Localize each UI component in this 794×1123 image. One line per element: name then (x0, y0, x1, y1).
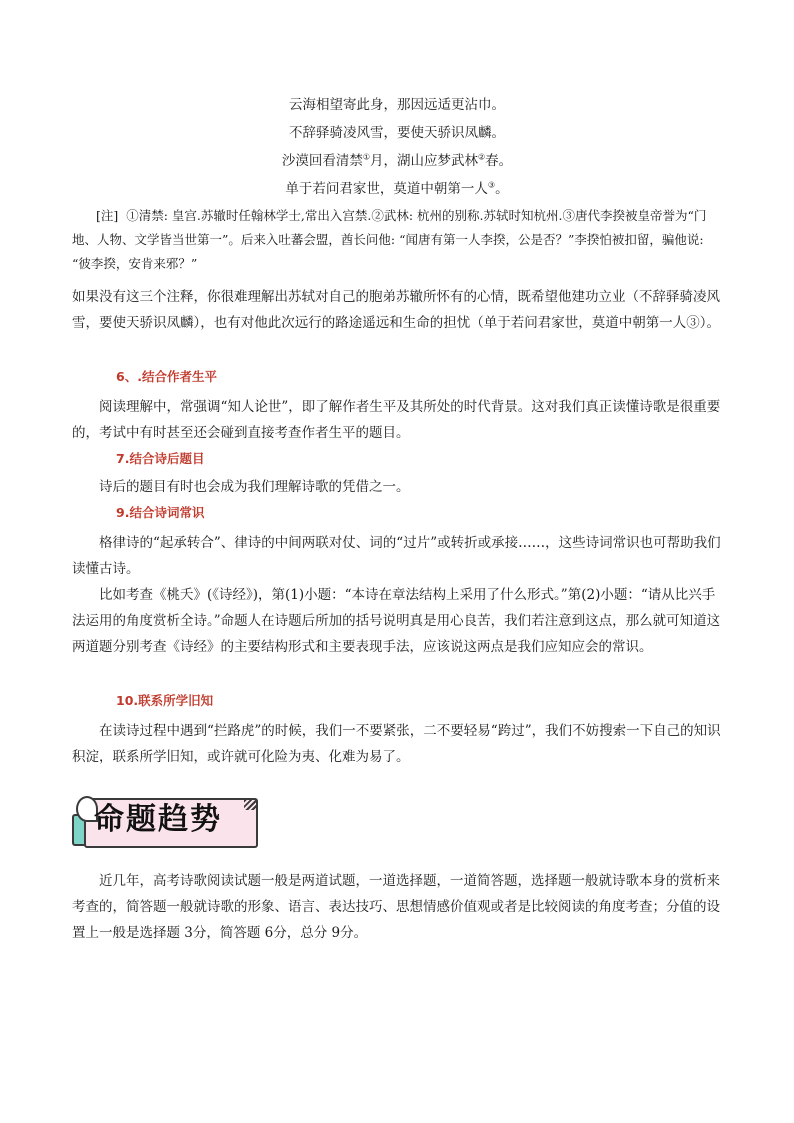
section-6-paragraph: 阅读理解中，常强调“知人论世”，即了解作者生平及其所处的时代背景。这对我们真正读懂诗歌是很重要的，考试中有时甚至还会碰到直接考查作者生平的题目。 (72, 399, 721, 441)
poem-notes (72, 204, 724, 276)
section-heading-10: 10.联系所学旧知 (116, 693, 214, 708)
note-text: ①清禁: 皇宫.苏辙时任翰林学士,常出入宫禁.②武林: 杭州的别称.苏轼时知杭州.③唐代李揆被皇帝誉为“门地、人物、文学皆当世第一”。后来入吐蕃会盟，酋长问他: “闻唐有第一人李揆，公是否？”李揆怕被扣留，骗他说: “彼李揆，安肯来邪？” (72, 208, 707, 271)
intro-paragraph: 如果没有这三个注释，你很难理解出苏轼对自己的胞弟苏辙所怀有的心情，既希望他建功立业（不辞驿骑凌风雪，要使天骄识凤麟），也有对他此次远行的路途遥远和生命的担忧（单于若问君家世，莫道中朝第一人③）。 (72, 289, 720, 331)
section-9-paragraph-1: 格律诗的“起承转合”、律诗的中间两联对仗、词的“过片”或转折或承接……，这些诗词常识也可帮助我们读懂古诗。 (72, 535, 721, 577)
note-prefix: [注] (96, 208, 119, 223)
trend-paragraph: 近几年，高考诗歌阅读试题一般是两道试题，一道选择题，一道简答题，选择题一般就诗歌本身的赏析来考查的，简答题一般就诗歌的形象、语言、表达技巧、思想情感价值观或者是比较阅读的角度考查；分值的设置上一般是选择题 3分，简答题 6分，总分 9分。 (72, 873, 720, 941)
section-10-paragraph: 在读诗过程中遇到“拦路虎”的时候，我们一不要紧张，二不要轻易“跨过”，我们不妨搜索一下自己的知识积淀，联系所学旧知，或许就可化险为夷、化难为易了。 (72, 723, 721, 765)
footnote-marker: ③ (487, 180, 496, 190)
section-9-paragraph-2: 比如考查《桃夭》(《诗经》)，第(1)小题：“本诗在章法结构上采用了什么形式。”第(2)小题：“请从比兴手法运用的角度赏析全诗。”命题人在诗题后所加的括号说明真是用心良苦，我们若注意到这点，那么就可知道这两道题分别考查《诗经》的主要结构形式和主要表现手法，应该说这两点是我们应知应会的常识。 (72, 587, 721, 655)
section-7-paragraph: 诗后的题目有时也会成为我们理解诗歌的凭借之一。 (99, 479, 410, 495)
footnote-marker: ① (362, 152, 370, 162)
section-heading-6: 6、.结合作者生平 (116, 369, 217, 384)
banner-stripe (244, 800, 256, 810)
trend-banner (72, 790, 264, 852)
poem-line-2: 不辞驿骑凌风雪，要使天骄识凤麟。 (289, 125, 505, 141)
footnote-marker: ② (478, 152, 486, 162)
poem-line-4: 单于若问君家世，莫道中朝第一人③。 (285, 180, 509, 197)
poem-line-3: 沙漠回看清禁①月，湖山应梦武林②春。 (281, 152, 513, 169)
banner-title: 命题趋势 (94, 802, 222, 837)
section-heading-9: 9.结合诗词常识 (116, 505, 205, 520)
poem-line-1: 云海相望寄此身，那因远适更沾巾。 (289, 97, 505, 113)
section-heading-7: 7.结合诗后题目 (116, 451, 205, 466)
